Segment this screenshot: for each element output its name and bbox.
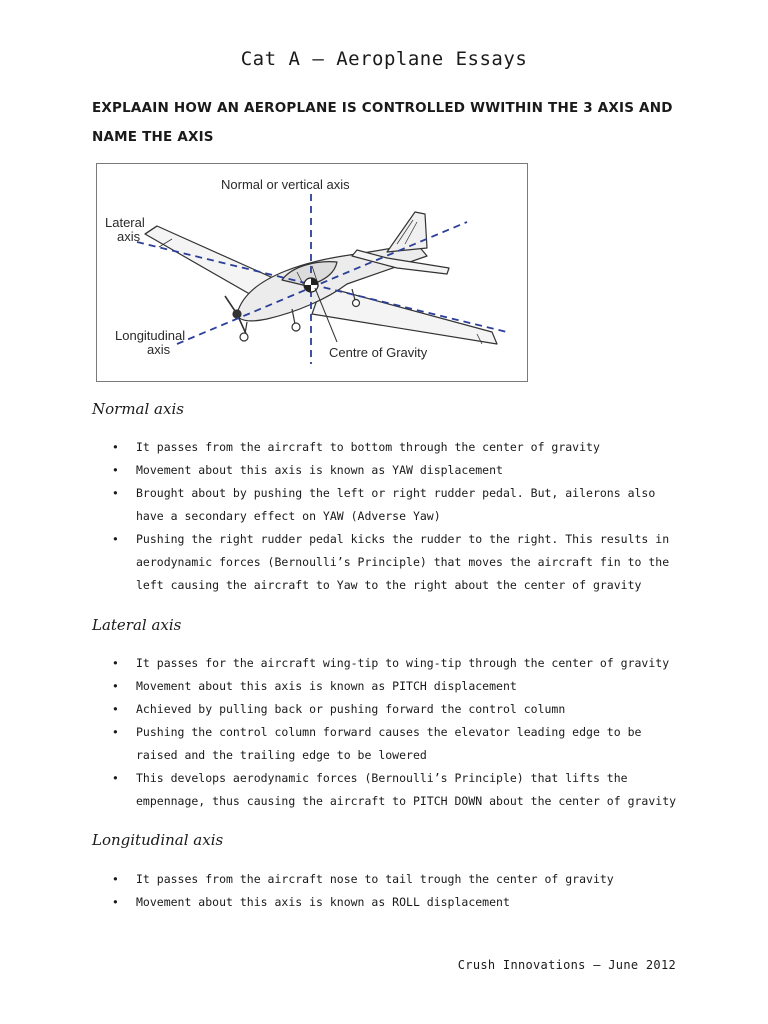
section-heading-longitudinal-axis: Longitudinal axis [92,831,224,849]
lateral-axis-bullets [112,652,682,813]
list-item: • Movement about this axis is known as PITCH displacement [112,675,682,698]
question-heading: EXPLAAIN HOW AN AEROPLANE IS CONTROLLED WWITHIN THE 3 AXIS AND NAME THE AXIS [92,100,673,145]
list-item: • Pushing the right rudder pedal kicks the rudder to the right. This results in aerodynamic forces (Bernoulli’s Principle) that moves the aircraft fin to the left causing the aircraft to Yaw to the right about the center of gravity [112,528,682,597]
list-item: • It passes for the aircraft wing-tip to wing-tip through the center of gravity [112,652,682,675]
section-heading-normal-axis: Normal axis [92,400,184,418]
right-wing [312,286,497,344]
list-item: • Achieved by pulling back or pushing forward the control column [112,698,682,721]
section-heading-lateral-axis: Lateral axis [92,616,182,634]
centre-of-gravity-label: Centre of Gravity [329,345,428,360]
longitudinal-axis-bullets [112,868,682,914]
normal-axis-bullets [112,436,682,597]
list-item: • Movement about this axis is known as ROLL displacement [112,891,682,914]
list-item: • It passes from the aircraft to bottom through the center of gravity [112,436,682,459]
footer-credit: Crush Innovations – June 2012 [457,958,676,972]
lateral-axis-label: Lateral axis [105,215,145,244]
longitudinal-axis-label: Longitudinal axis [115,328,186,357]
tail-fin [387,212,427,252]
list-item: • It passes from the aircraft nose to tail trough the center of gravity [112,868,682,891]
list-item: • This develops aerodynamic forces (Bernoulli’s Principle) that lifts the empennage, thus causing the aircraft to PITCH DOWN about the center of gravity [112,767,682,813]
aeroplane-axis-figure [96,163,528,382]
list-item: • Movement about this axis is known as YAW displacement [112,459,682,482]
normal-axis-label: Normal or vertical axis [221,177,350,192]
document-title: Cat A – Aeroplane Essays [240,48,528,70]
list-item: • Brought about by pushing the left or right rudder pedal. But, ailerons also have a secondary effect on YAW (Adverse Yaw) [112,482,682,528]
list-item: • Pushing the control column forward causes the elevator leading edge to be raised and the trailing edge to be lowered [112,721,682,767]
